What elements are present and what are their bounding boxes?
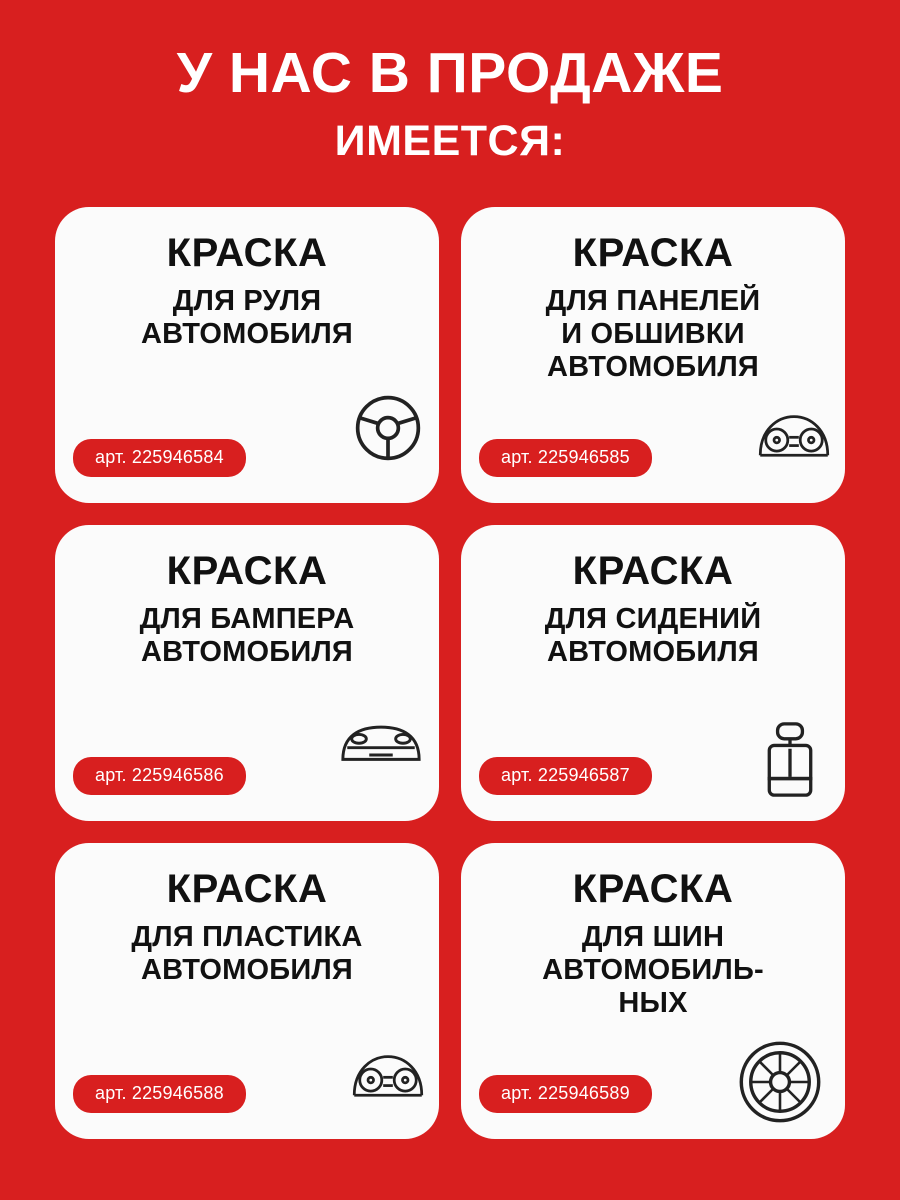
card-title: КРАСКА <box>166 231 328 276</box>
card-title: КРАСКА <box>166 867 328 912</box>
header-line-2: ИМЕЕТСЯ: <box>334 116 566 165</box>
car-seat-icon <box>761 719 819 805</box>
card-title: КРАСКА <box>572 549 734 594</box>
card-subtitle: ДЛЯ ШИН АВТОМОБИЛЬ- НЫХ <box>542 921 764 1020</box>
sku-badge: арт. 225946584 <box>73 439 246 477</box>
card-subtitle: ДЛЯ РУЛЯ АВТОМОБИЛЯ <box>141 285 353 351</box>
product-card-seats[interactable] <box>461 525 845 821</box>
sku-badge: арт. 225946588 <box>73 1075 246 1113</box>
product-card-grid <box>55 207 845 1139</box>
sku-badge: арт. 225946586 <box>73 757 246 795</box>
steering-wheel-icon <box>351 391 425 465</box>
product-card-plastic[interactable] <box>55 843 439 1139</box>
card-title: КРАСКА <box>166 549 328 594</box>
sku-badge: арт. 225946585 <box>479 439 652 477</box>
card-subtitle: ДЛЯ ПЛАСТИКА АВТОМОБИЛЯ <box>131 921 363 987</box>
card-subtitle: ДЛЯ СИДЕНИЙ АВТОМОБИЛЯ <box>544 603 762 669</box>
product-card-steering-wheel[interactable] <box>55 207 439 503</box>
card-title: КРАСКА <box>572 867 734 912</box>
header-line-1: У НАС В ПРОДАЖЕ <box>176 41 724 105</box>
card-subtitle: ДЛЯ БАМПЕРА АВТОМОБИЛЯ <box>139 603 355 669</box>
dashboard-panel-icon <box>349 1047 427 1109</box>
product-card-bumper[interactable] <box>55 525 439 821</box>
card-subtitle: ДЛЯ ПАНЕЛЕЙ И ОБШИВКИ АВТОМОБИЛЯ <box>545 285 761 384</box>
product-card-panels[interactable] <box>461 207 845 503</box>
bumper-icon <box>337 717 425 771</box>
product-card-tires[interactable] <box>461 843 845 1139</box>
poster-header <box>0 0 900 165</box>
tire-icon <box>737 1039 823 1125</box>
sku-badge: арт. 225946587 <box>479 757 652 795</box>
dashboard-panel-icon <box>755 407 833 469</box>
sku-badge: арт. 225946589 <box>479 1075 652 1113</box>
card-title: КРАСКА <box>572 231 734 276</box>
